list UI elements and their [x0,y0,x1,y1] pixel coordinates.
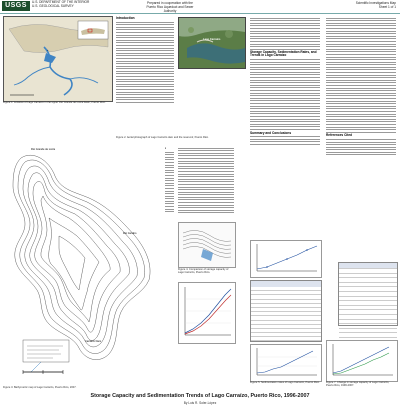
accumulated-sediment-chart [250,344,322,382]
sedimentation-chart-graphic [251,241,321,277]
capacity-chart-graphic [179,283,235,343]
references-heading: References Cited [326,133,353,138]
inset-dam-map [178,222,236,268]
bathymetric-map [3,140,165,390]
figure-2-caption: Figure 2. Aerial photograph of Lago Carraízo dam and the reservoir, Puerto Rico. [116,136,209,139]
svg-text:+: + [47,49,49,52]
capacity-table [250,280,322,342]
accumulated-sediment-chart-graphic [251,345,321,381]
summary-heading: Summary and Conclusions [250,130,292,135]
text-column-3 [250,16,320,147]
map-label-north-arm: Río Grande de Loíza [31,148,56,151]
poster-byline: By Luis R. Soler-López [183,401,217,405]
photo-label: Lago Carraízo [203,38,221,41]
cooperator-text: Prepared in cooperation with the Puerto Rico Aqueduct and Sewer Authority [146,1,194,13]
text-column-1 [116,16,174,105]
capacity-heading: Storage Capacity, Sedimentation Rates, and Trends in Lago Carraízo [250,50,317,58]
sedimentation-chart [250,240,322,278]
text-column-2 [178,146,234,215]
capacity-change-chart-graphic [327,341,397,381]
capacity-change-chart [326,340,398,382]
bathymetric-map-graphic [3,140,165,390]
figure-1-caption: Figure 1. Location of Lago Carraízo in the upper Río Grande de Loíza basin, Puerto Rico. [3,101,106,104]
figure-7-caption: Figure 7. Change in storage capacity of Lago Carraízo, Puerto Rico, 1996-2007. [326,381,390,387]
figure-4-caption: Figure 4. Comparison of storage capacity of Lago Carraízo, Puerto Rico. [178,268,229,274]
figure-3-caption: Figure 3. Bathymetric map of Lago Carraízo, Puerto Rico, 2007. [3,386,77,389]
figure-5-caption: Figure 5. Sedimentation rates of Lago Carraízo, Puerto Rico. [250,381,320,384]
introduction-heading: Introduction [116,16,135,20]
map-label-east-arm: Río Gurabo [123,232,137,235]
poster-header [0,0,400,14]
aerial-photo-graphic [179,18,245,68]
poster-title: Storage Capacity and Sedimentation Trends of Lago Carraízo, Puerto Rico, 1996-2007 [90,393,310,399]
map-label-dam: Carraízo Dam [85,340,102,343]
aerial-photo [178,17,246,69]
capacity-chart [178,282,236,344]
usgs-logo: USGS [2,1,30,11]
location-map-graphic [4,17,112,101]
location-map [3,16,113,102]
department-text: U.S. DEPARTMENT OF THE INTERIOR U.S. GEOLOGICAL SURVEY [32,0,90,8]
text-column-4 [326,16,396,157]
sediment-table [338,262,398,326]
series-text: Scientific Investigations Map Sheet 1 of 1 [355,1,396,9]
inset-dam-map-graphic [179,223,235,267]
